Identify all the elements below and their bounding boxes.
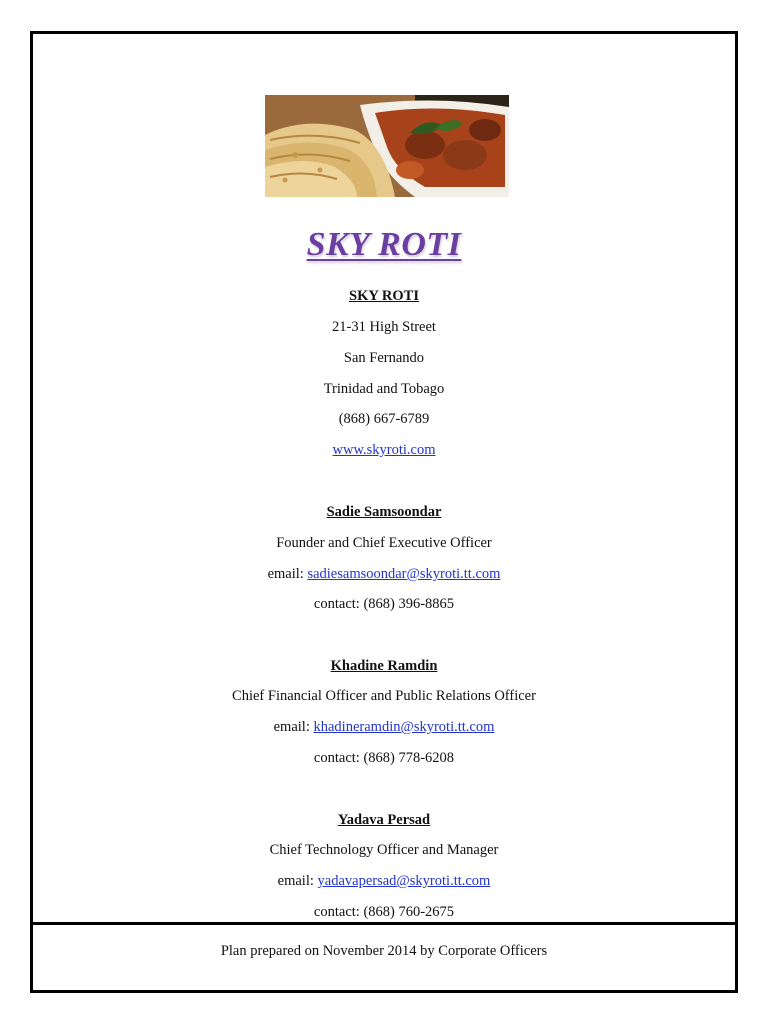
- officer-email-link[interactable]: yadavapersad@skyroti.tt.com: [317, 873, 491, 889]
- officer-email-row: [33, 565, 735, 583]
- page-border: [30, 31, 738, 993]
- footer-divider: [33, 922, 735, 925]
- officer-name: Khadine Ramdin: [330, 658, 438, 674]
- company-name: SKY ROTI: [349, 288, 419, 304]
- officer-email-link[interactable]: khadineramdin@skyroti.tt.com: [313, 719, 495, 735]
- company-website-row: [33, 441, 735, 459]
- officer-contact: contact: (868) 396-8865: [313, 596, 455, 612]
- email-label: email:: [267, 566, 304, 582]
- company-address-line3: Trinidad and Tobago: [323, 381, 445, 397]
- company-phone: (868) 667-6789: [338, 411, 430, 427]
- officer-title: Chief Technology Officer and Manager: [269, 842, 499, 858]
- roti-curry-photo: [265, 95, 509, 197]
- email-label: email:: [277, 873, 314, 889]
- officer-title: Chief Financial Officer and Public Relations Officer: [232, 688, 536, 704]
- email-label: email:: [273, 719, 310, 735]
- officer-email-link[interactable]: sadiesamsoondar@skyroti.tt.com: [307, 566, 501, 582]
- footer-text: Plan prepared on November 2014 by Corporate Officers: [220, 943, 548, 959]
- officer-contact: contact: (868) 760-2675: [313, 904, 455, 920]
- hero-food-image: [265, 95, 509, 197]
- officer-email-row: [33, 872, 735, 890]
- officer-contact: contact: (868) 778-6208: [313, 750, 455, 766]
- company-website-link[interactable]: www.skyroti.com: [332, 442, 436, 458]
- officer-email-row: [33, 718, 735, 736]
- officer-name: Sadie Samsoondar: [326, 504, 442, 520]
- officer-name: Yadava Persad: [337, 812, 431, 828]
- officer-title: Founder and Chief Executive Officer: [276, 535, 492, 551]
- brand-title: SKY ROTI: [306, 226, 462, 263]
- company-address-line2: San Fernando: [343, 350, 425, 366]
- company-address-line1: 21-31 High Street: [332, 319, 436, 335]
